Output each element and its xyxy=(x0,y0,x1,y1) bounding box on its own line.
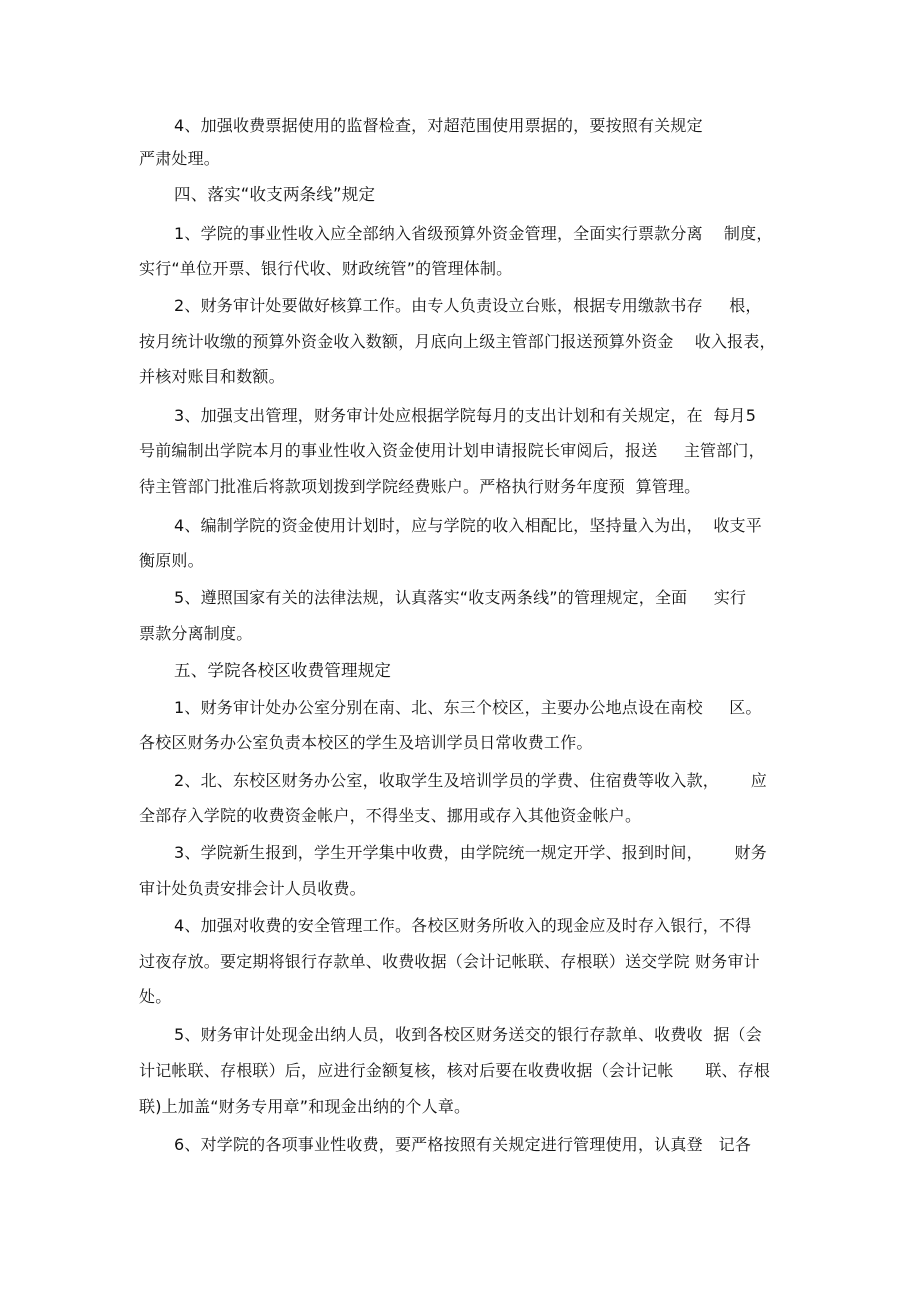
s4-para-2-line-2: 按月统计收缴的预算外资金收入数额，月底向上级主管部门报送预算外资金 收入报表， xyxy=(139,332,776,351)
s4-para-5-line-2: 票款分离制度。 xyxy=(139,624,253,643)
section-heading-5: 五、学院各校区收费管理规定 xyxy=(174,661,392,680)
para-4-line-2: 严肃处理。 xyxy=(139,149,221,168)
s4-para-2-line-3: 并核对账目和数额。 xyxy=(139,367,285,386)
s5-para-6-line-1: 6、对学院的各项事业性收费，要严格按照有关规定进行管理使用，认真登 记各 xyxy=(174,1135,752,1154)
s4-para-4-line-2: 衡原则。 xyxy=(139,551,204,570)
s4-para-1-line-2: 实行“单位开票、银行代收、财政统管”的管理体制。 xyxy=(139,259,513,278)
s4-para-2-line-1: 2、财务审计处要做好核算工作。由专人负责设立台账，根据专用缴款书存 根， xyxy=(174,296,762,315)
s5-para-2-line-1: 2、北、东校区财务办公室，收取学生及培训学员的学费、住宿费等收入款， 应 xyxy=(174,771,767,790)
s5-para-3-line-1: 3、学院新生报到，学生开学集中收费，由学院统一规定开学、报到时间， 财务 xyxy=(174,843,767,862)
s5-para-5-line-3: 联)上加盖“财务专用章”和现金出纳的个人章。 xyxy=(139,1097,471,1116)
s4-para-3-line-3: 待主管部门批准后将款项划拨到学院经费账户。严格执行财务年度预 算管理。 xyxy=(139,477,701,496)
para-4-line-1: 4、加强收费票据使用的监督检查，对超范围使用票据的，要按照有关规定 xyxy=(174,116,703,135)
s5-para-5-line-2: 计记帐联、存根联）后，应进行金额复核，核对后要在收费收据（会计记帐 联、存根 xyxy=(139,1061,771,1080)
s4-para-3-line-2: 号前编制出学院本月的事业性收入资金使用计划申请报院长审阅后，报送 主管部门， xyxy=(139,441,765,460)
s4-para-4-line-1: 4、编制学院的资金使用计划时，应与学院的收入相配比，坚持量入为出， 收支平 xyxy=(174,516,762,535)
s5-para-4-line-3: 处。 xyxy=(139,987,172,1006)
s5-para-4-line-1: 4、加强对收费的安全管理工作。各校区财务所收入的现金应及时存入银行，不得 xyxy=(174,916,752,935)
s4-para-1-line-1: 1、学院的事业性收入应全部纳入省级预算外资金管理，全面实行票款分离 制度， xyxy=(174,224,773,243)
s5-para-5-line-1: 5、财务审计处现金出纳人员，收到各校区财务送交的银行存款单、收费收 据（会 xyxy=(174,1025,762,1044)
s4-para-3-line-1: 3、加强支出管理，财务审计处应根据学院每月的支出计划和有关规定，在 每月5 xyxy=(174,406,757,425)
s5-para-1-line-1: 1、财务审计处办公室分别在南、北、东三个校区，主要办公地点设在南校 区。 xyxy=(174,698,762,717)
section-heading-4: 四、落实“收支两条线”规定 xyxy=(174,185,376,204)
s4-para-5-line-1: 5、遵照国家有关的法律法规，认真落实“收支两条线”的管理规定，全面 实行 xyxy=(174,588,747,607)
s5-para-3-line-2: 审计处负责安排会计人员收费。 xyxy=(139,879,366,898)
s5-para-2-line-2: 全部存入学院的收费资金帐户，不得坐支、挪用或存入其他资金帐户。 xyxy=(139,806,642,825)
s5-para-1-line-2: 各校区财务办公室负责本校区的学生及培训学员日常收费工作。 xyxy=(139,733,593,752)
s5-para-4-line-2: 过夜存放。要定期将银行存款单、收费收据（会计记帐联、存根联）送交学院 财务审计 xyxy=(139,952,760,971)
